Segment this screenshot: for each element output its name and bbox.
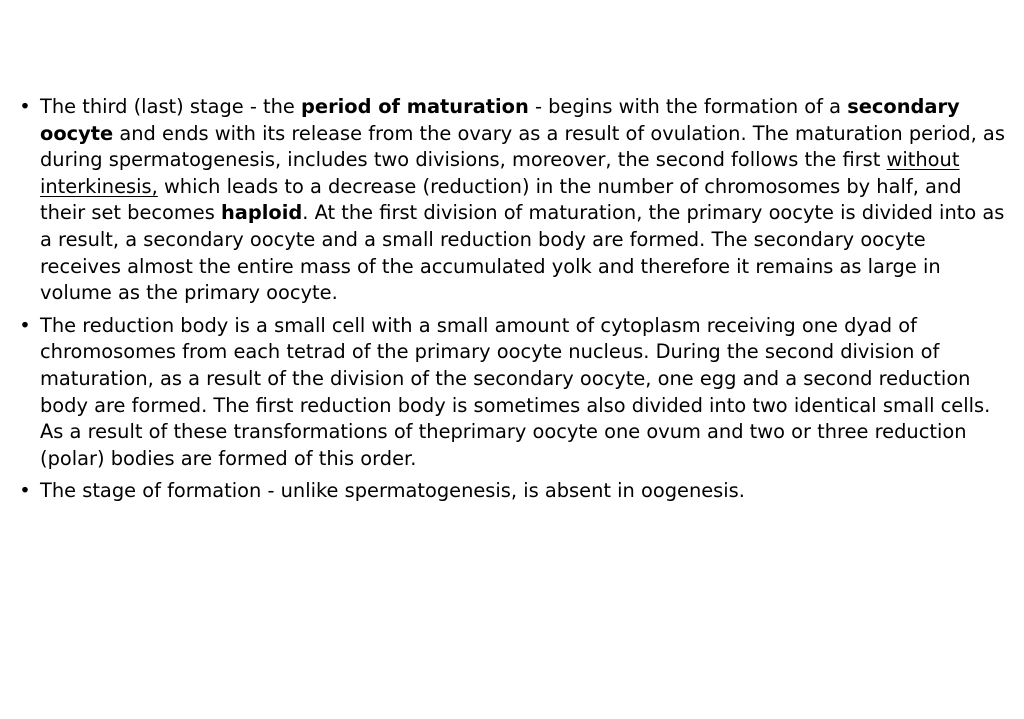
bullet-list <box>18 94 1008 511</box>
text-segment: The reduction body is a small cell with a small amount of cytoplasm receiving one dyad of chromosomes from each tetrad of the primary oocyte nucleus. During the second division of maturation, as a result of the division of the secondary oocyte, one egg and a second reduction body are formed. The first reduction body is sometimes also divided into two identical small cells. As a result of these transformations of theprimary oocyte one ovum and two or three reduction (polar) bodies are formed of this order. <box>40 313 991 470</box>
text-segment: The stage of formation - unlike spermatogenesis, is absent in oogenesis. <box>40 479 745 503</box>
text-segment: - begins with the formation of a <box>528 95 848 118</box>
text-segment: and ends with its release from the ovary as a result of ovulation. The maturation period, as during spermatogenesis, includes two divisions, moreover, the second follows the first <box>40 121 1005 172</box>
bullet-item-3 <box>18 478 1008 505</box>
bullet-item-2 <box>18 313 1008 473</box>
text-segment: . At the first division of maturation, the primary oocyte is divided into as a result, a secondary oocyte and a small reduction body are formed. The secondary oocyte receives almost the entire mass of the accumulated yolk and therefore it remains as large in volume as the primary oocyte. <box>40 201 1005 305</box>
bullet-marker: • <box>19 479 31 503</box>
bullet-marker: • <box>19 313 31 337</box>
underlined-term-without-interkinesis: without interkinesis, <box>40 148 960 198</box>
text-segment: which leads to a decrease (reduction) in the number of chromosomes by half, and their set becomes <box>40 174 962 225</box>
bullet-marker: • <box>19 95 31 118</box>
bold-term-haploid: haploid <box>221 201 303 225</box>
bold-term-period-of-maturation: period of maturation <box>301 95 529 118</box>
text-segment: The third (last) stage - the <box>40 95 302 118</box>
bold-term-secondary-oocyte: secondary oocyte <box>40 95 960 145</box>
bullet-item-1 <box>18 94 1008 307</box>
